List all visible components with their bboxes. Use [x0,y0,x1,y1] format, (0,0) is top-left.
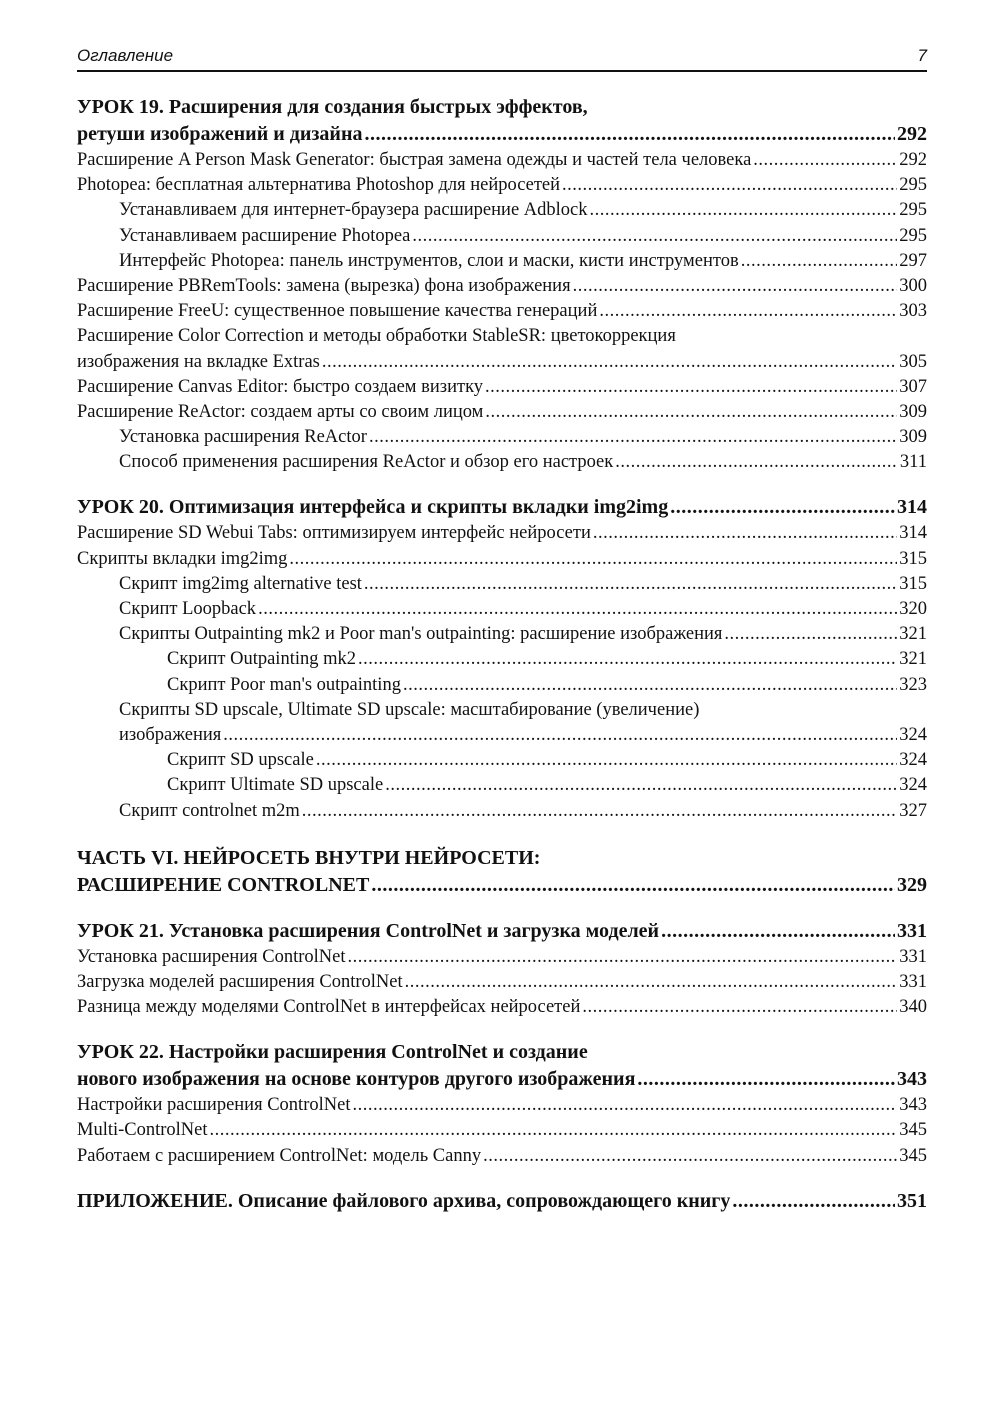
toc-entry-title: Скрипт Outpainting mk2 [167,649,356,670]
toc-entry [77,1093,927,1118]
toc-dot-leader [210,1118,898,1143]
toc-dot-leader [302,799,898,824]
toc-entry-page: 321 [899,649,927,670]
toc-entry-title: Скрипт Ultimate SD upscale [167,775,384,796]
toc-dot-leader [485,375,897,400]
toc-entry [77,748,927,773]
toc-entry-page: 345 [899,1145,927,1166]
toc-entry-title: Скрипт SD upscale [167,750,314,771]
toc-entry-page: 343 [899,1095,927,1116]
toc-dot-leader [258,597,897,622]
toc-dot-leader [661,918,895,945]
toc-heading-line: УРОК 19. Расширения для создания быстрых эффектов, [77,96,588,118]
toc-heading-line: ЧАСТЬ VI. НЕЙРОСЕТЬ ВНУТРИ НЕЙРОСЕТИ: [77,846,541,869]
toc-heading-line: УРОК 22. Настройки расширения ControlNet и создание [77,1041,588,1064]
toc-dot-leader [364,121,895,148]
toc-entry-title: Интерфейс Photopea: панель инструментов, слои и маски, кисти инструментов [119,250,739,271]
toc-entry-title: УРОК 21. Установка расширения ControlNet и загрузка моделей [77,919,660,942]
toc-entry-page: 345 [899,1120,927,1141]
toc-dot-leader [573,274,898,299]
toc-dot-leader [316,748,897,773]
toc-dot-leader [593,521,897,546]
toc-entry [77,198,927,223]
toc-entry-title: Установка расширения ControlNet [77,946,346,967]
toc-entry [77,970,927,995]
toc-entry-page: 324 [899,724,927,745]
toc-entry-page: 305 [899,351,927,372]
toc-entry [77,773,927,798]
toc-entry-title: изображения [119,724,222,745]
toc-dot-leader [403,673,897,698]
toc-entry-line: Скрипты SD upscale, Ultimate SD upscale: масштабирование (увеличение) [119,699,700,720]
toc-entry-title: Multi-ControlNet [77,1120,208,1141]
toc-entry-page: 300 [899,275,927,296]
toc-entry [77,799,927,824]
toc-entry-page: 320 [899,599,927,619]
toc-entry [77,350,927,375]
toc-entry [77,597,927,622]
toc-entry-title: изображения на вкладке Extras [77,351,320,372]
toc-entry-page: 303 [899,301,927,322]
toc-entry-page: 324 [899,775,927,796]
toc-dot-leader [741,249,898,274]
toc-entry-title: Скрипт Loopback [119,599,257,619]
toc-entry-title: Скрипты Outpainting mk2 и Poor man's outpainting: расширение изображения [119,624,723,645]
toc-entry-page: 351 [897,1189,927,1212]
toc-dot-leader [412,224,897,249]
toc-heading-entry [77,1188,927,1215]
toc-entry-page: 309 [899,427,927,448]
toc-heading-entry [77,121,927,148]
toc-dot-leader [322,350,897,375]
toc-entry-title: Расширение Canvas Editor: быстро создаем визитку [77,376,484,397]
toc-dot-leader [582,995,897,1020]
toc-entry [77,1144,927,1169]
toc-entry-page: 327 [899,800,927,821]
toc-dot-leader [371,872,895,899]
running-head-title: Оглавление [77,46,174,65]
toc-dot-leader [289,547,897,572]
toc-entry [77,299,927,324]
toc-dot-leader [753,148,897,173]
toc-entry [77,375,927,400]
toc-entry [77,400,927,425]
toc-entry [77,723,927,748]
toc-dot-leader [590,198,898,223]
toc-entry-page: 297 [899,250,927,271]
toc-entry-title: Расширение PBRemTools: замена (вырезка) фона изображения [77,275,571,296]
toc-dot-leader [637,1066,895,1093]
toc-entry-title: нового изображения на основе контуров другого изображения [77,1068,636,1091]
toc-entry-title: Устанавливаем расширение Photopea [119,225,411,246]
toc-spacer [77,1169,927,1188]
toc-entry-line: Расширение Color Correction и методы обработки StableSR: цветокоррекция [77,326,676,347]
toc-dot-leader [405,970,898,995]
toc-entry [77,173,927,198]
toc-heading-entry [77,494,927,521]
toc-entry-title: РАСШИРЕНИЕ CONTROLNET [77,873,370,896]
toc-entry [77,572,927,597]
toc-entry-title: Способ применения расширения ReActor и обзор его настроек [119,452,614,473]
toc-entry [77,148,927,173]
toc-entry-page: 331 [897,919,927,942]
toc-dot-leader [352,1093,897,1118]
toc-entry-page: 331 [899,946,927,967]
toc-entry-title: Расширение ReActor: создаем арты со своим лицом [77,401,484,422]
toc-spacer [77,1020,927,1039]
toc-entry-title: Скрипт Poor man's outpainting [167,674,401,695]
toc-entry-title: Скрипт img2img alternative test [119,573,362,594]
toc-dot-leader [485,400,897,425]
toc-entry [77,622,927,647]
toc-entry-title: Устанавливаем для интернет-браузера расширение Adblock [119,200,588,221]
toc-heading-entry [77,872,927,899]
toc-entry [77,945,927,970]
toc-spacer [77,899,927,918]
toc-dot-leader [223,723,897,748]
toc-entry-page: 323 [899,674,927,695]
toc-entry [77,995,927,1020]
toc-entry [77,450,927,475]
toc-dot-leader [348,945,898,970]
toc-heading-entry [77,918,927,945]
toc-entry-title: ПРИЛОЖЕНИЕ. Описание файлового архива, сопровождающего книгу [77,1189,731,1212]
toc-entry-page: 331 [899,971,927,992]
toc-entry-page: 292 [897,123,927,145]
toc-entry-title: Photopea: бесплатная альтернатива Photoshop для нейросетей [77,175,561,196]
toc-entry-page: 295 [899,200,927,221]
toc-entry-page: 329 [897,873,927,896]
toc-entry [77,673,927,698]
toc-dot-leader [562,173,897,198]
toc-entry-title: Расширение FreeU: существенное повышение качества генераций [77,301,598,322]
toc-entry-title: Разница между моделями ControlNet в интерфейсах нейросетей [77,997,581,1018]
toc-dot-leader [599,299,897,324]
toc-entry-page: 315 [899,573,927,594]
toc-entry [77,1118,927,1143]
toc-entry-page: 340 [899,997,927,1018]
toc-spacer [77,475,927,494]
toc-entry [77,425,927,450]
running-head-page-number: 7 [917,46,927,65]
toc-entry-page: 321 [899,624,927,645]
toc-spacer [77,824,927,845]
toc-entry-title: Установка расширения ReActor [119,427,367,448]
running-head [77,44,927,72]
toc-entry-page: 295 [899,225,927,246]
toc-entry-page: 324 [899,750,927,771]
toc-heading-entry [77,1066,927,1093]
toc-entry-page: 311 [899,452,927,473]
toc-entry-page: 292 [899,150,927,170]
toc-entry [77,647,927,672]
toc-dot-leader [364,572,897,597]
toc-dot-leader [670,494,895,521]
toc-entry-page: 314 [899,523,927,544]
toc-entry-title: Расширение SD Webui Tabs: оптимизируем интерфейс нейросети [77,523,591,544]
toc-entry-page: 295 [899,175,927,196]
toc-dot-leader [615,450,898,475]
toc-entry-title: Работаем с расширением ControlNet: модель Canny [77,1145,482,1166]
toc-entry [77,249,927,274]
toc-dot-leader [724,622,897,647]
toc-dot-leader [483,1144,897,1169]
toc-dot-leader [385,773,897,798]
toc-entry-page: 307 [899,376,927,397]
toc-entry-title: ретуши изображений и дизайна [77,123,363,145]
toc-entry-page: 309 [899,401,927,422]
toc-entry [77,521,927,546]
table-of-contents [77,94,927,1215]
toc-entry-title: Загрузка моделей расширения ControlNet [77,971,403,992]
toc-dot-leader [369,425,897,450]
toc-entry-page: 343 [897,1068,927,1091]
toc-entry-page: 314 [897,496,927,519]
toc-entry-title: УРОК 20. Оптимизация интерфейса и скрипты вкладки img2img [77,496,669,519]
toc-entry [77,547,927,572]
toc-entry-title: Настройки расширения ControlNet [77,1095,351,1116]
toc-entry-title: Расширение A Person Mask Generator: быстрая замена одежды и частей тела человека [77,150,752,170]
toc-entry-title: Скрипт controlnet m2m [119,800,300,821]
toc-entry [77,274,927,299]
toc-entry-page: 315 [899,548,927,569]
toc-entry-title: Скрипты вкладки img2img [77,548,288,569]
toc-dot-leader [358,647,897,672]
toc-dot-leader [732,1188,895,1215]
toc-entry [77,224,927,249]
